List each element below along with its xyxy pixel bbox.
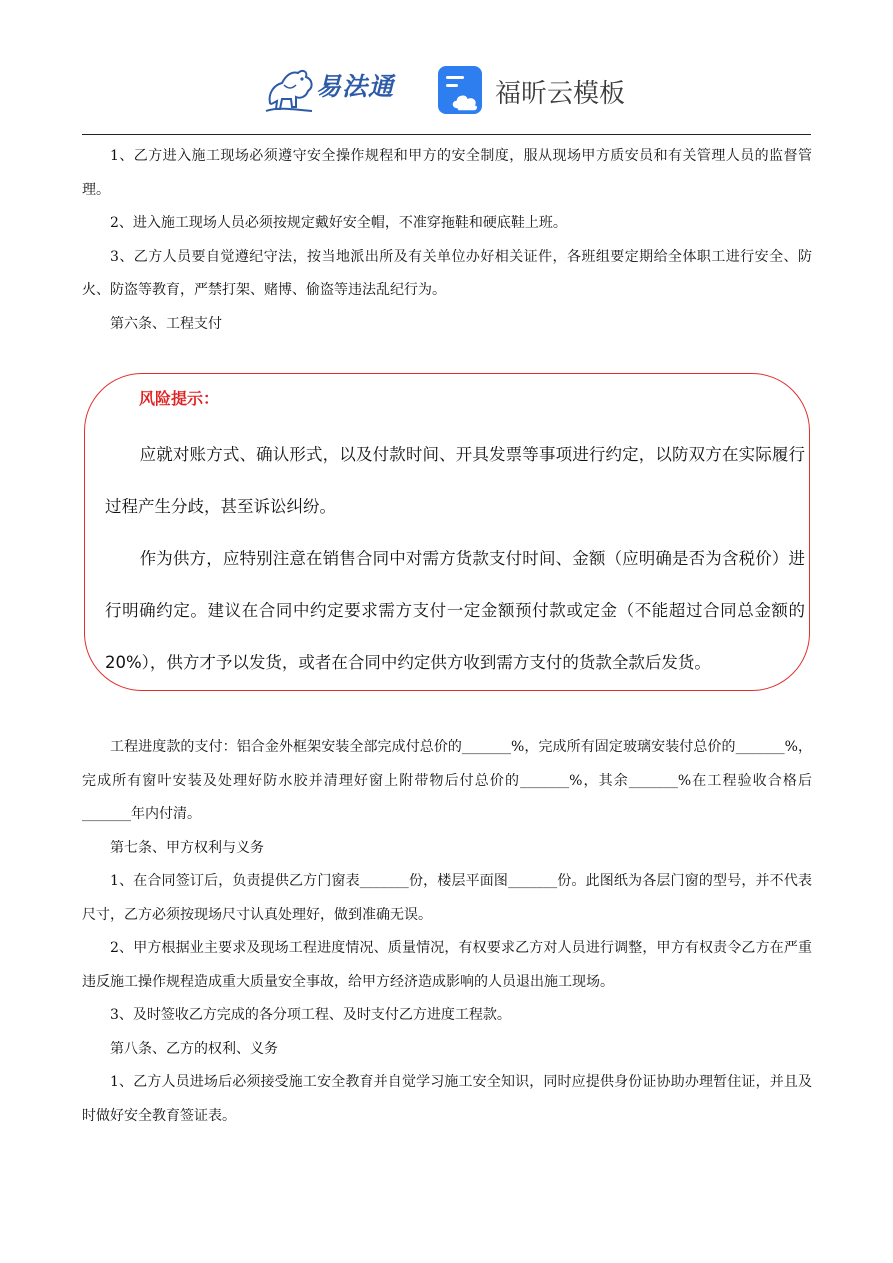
paragraph: 3、乙方人员要自觉遵纪守法，按当地派出所及有关单位办好相关证件，各班组要定期给全体职工进行安全、防火、防盗等教育，严禁打架、赌博、偷盗等违法乱纪行为。 xyxy=(82,248,812,298)
article-heading: 第八条、乙方的权利、义务 xyxy=(110,1040,278,1057)
page-header xyxy=(0,55,893,125)
article-heading: 第六条、工程支付 xyxy=(110,315,222,332)
yifatong-logo xyxy=(262,63,412,117)
risk-warning-box xyxy=(84,373,810,691)
qilin-icon xyxy=(262,63,320,117)
risk-body xyxy=(105,429,805,689)
article-heading: 第七条、甲方权利与义务 xyxy=(110,839,264,856)
section-bottom xyxy=(82,731,812,1133)
paragraph: 工程进度款的支付：铝合金外框架安装全部完成付总价的_______%，完成所有固定玻璃安装付总价的_______%，完成所有窗叶安装及处理好防水胶并清理好窗上附带物后付总价的_______%，其余_______%在工程验收合格后_______年内付清。 xyxy=(82,739,812,822)
cloud-document-icon xyxy=(437,65,487,117)
logo2-text: 福昕云模板 xyxy=(495,79,626,109)
paragraph: 3、及时签收乙方完成的各分项工程、及时支付乙方进度工程款。 xyxy=(110,1007,511,1023)
fuxin-logo xyxy=(437,65,637,119)
paragraph: 2、甲方根据业主要求及现场工程进度情况、质量情况，有权要求乙方对人员进行调整，甲方有权责令乙方在严重违反施工操作规程造成重大质量安全事故，给甲方经济造成影响的人员退出施工现场。 xyxy=(82,940,812,990)
paragraph: 1、在合同签订后，负责提供乙方门窗表_______份，楼层平面图_______份。此图纸为各层门窗的型号，并不代表尺寸，乙方必须按现场尺寸认真处理好，做到准确无误。 xyxy=(82,873,812,923)
risk-title: 风险提示： xyxy=(139,389,220,408)
paragraph: 1、乙方人员进场后必须接受施工安全教育并自觉学习施工安全知识，同时应提供身份证协助办理暂住证，并且及时做好安全教育签证表。 xyxy=(82,1074,812,1124)
paragraph: 2、进入施工现场人员必须按规定戴好安全帽，不准穿拖鞋和硬底鞋上班。 xyxy=(110,215,567,231)
risk-paragraph: 作为供方，应特别注意在销售合同中对需方货款支付时间、金额（应明确是否为含税价）进行明确约定。建议在合同中约定要求需方支付一定金额预付款或定金（不能超过合同总金额的 20%），供方才予以发货，或者在合同中约定供方收到需方支付的货款全款后发货。 xyxy=(105,549,805,672)
paragraph: 1、乙方进入施工现场必须遵守安全操作规程和甲方的安全制度，服从现场甲方质安员和有关管理人员的监督管理。 xyxy=(82,148,812,198)
header-divider xyxy=(82,134,811,135)
risk-paragraph: 应就对账方式、确认形式，以及付款时间、开具发票等事项进行约定，以防双方在实际履行过程产生分歧，甚至诉讼纠纷。 xyxy=(105,445,805,516)
section-top xyxy=(82,140,812,341)
logo1-text: 易法通 xyxy=(316,72,395,101)
